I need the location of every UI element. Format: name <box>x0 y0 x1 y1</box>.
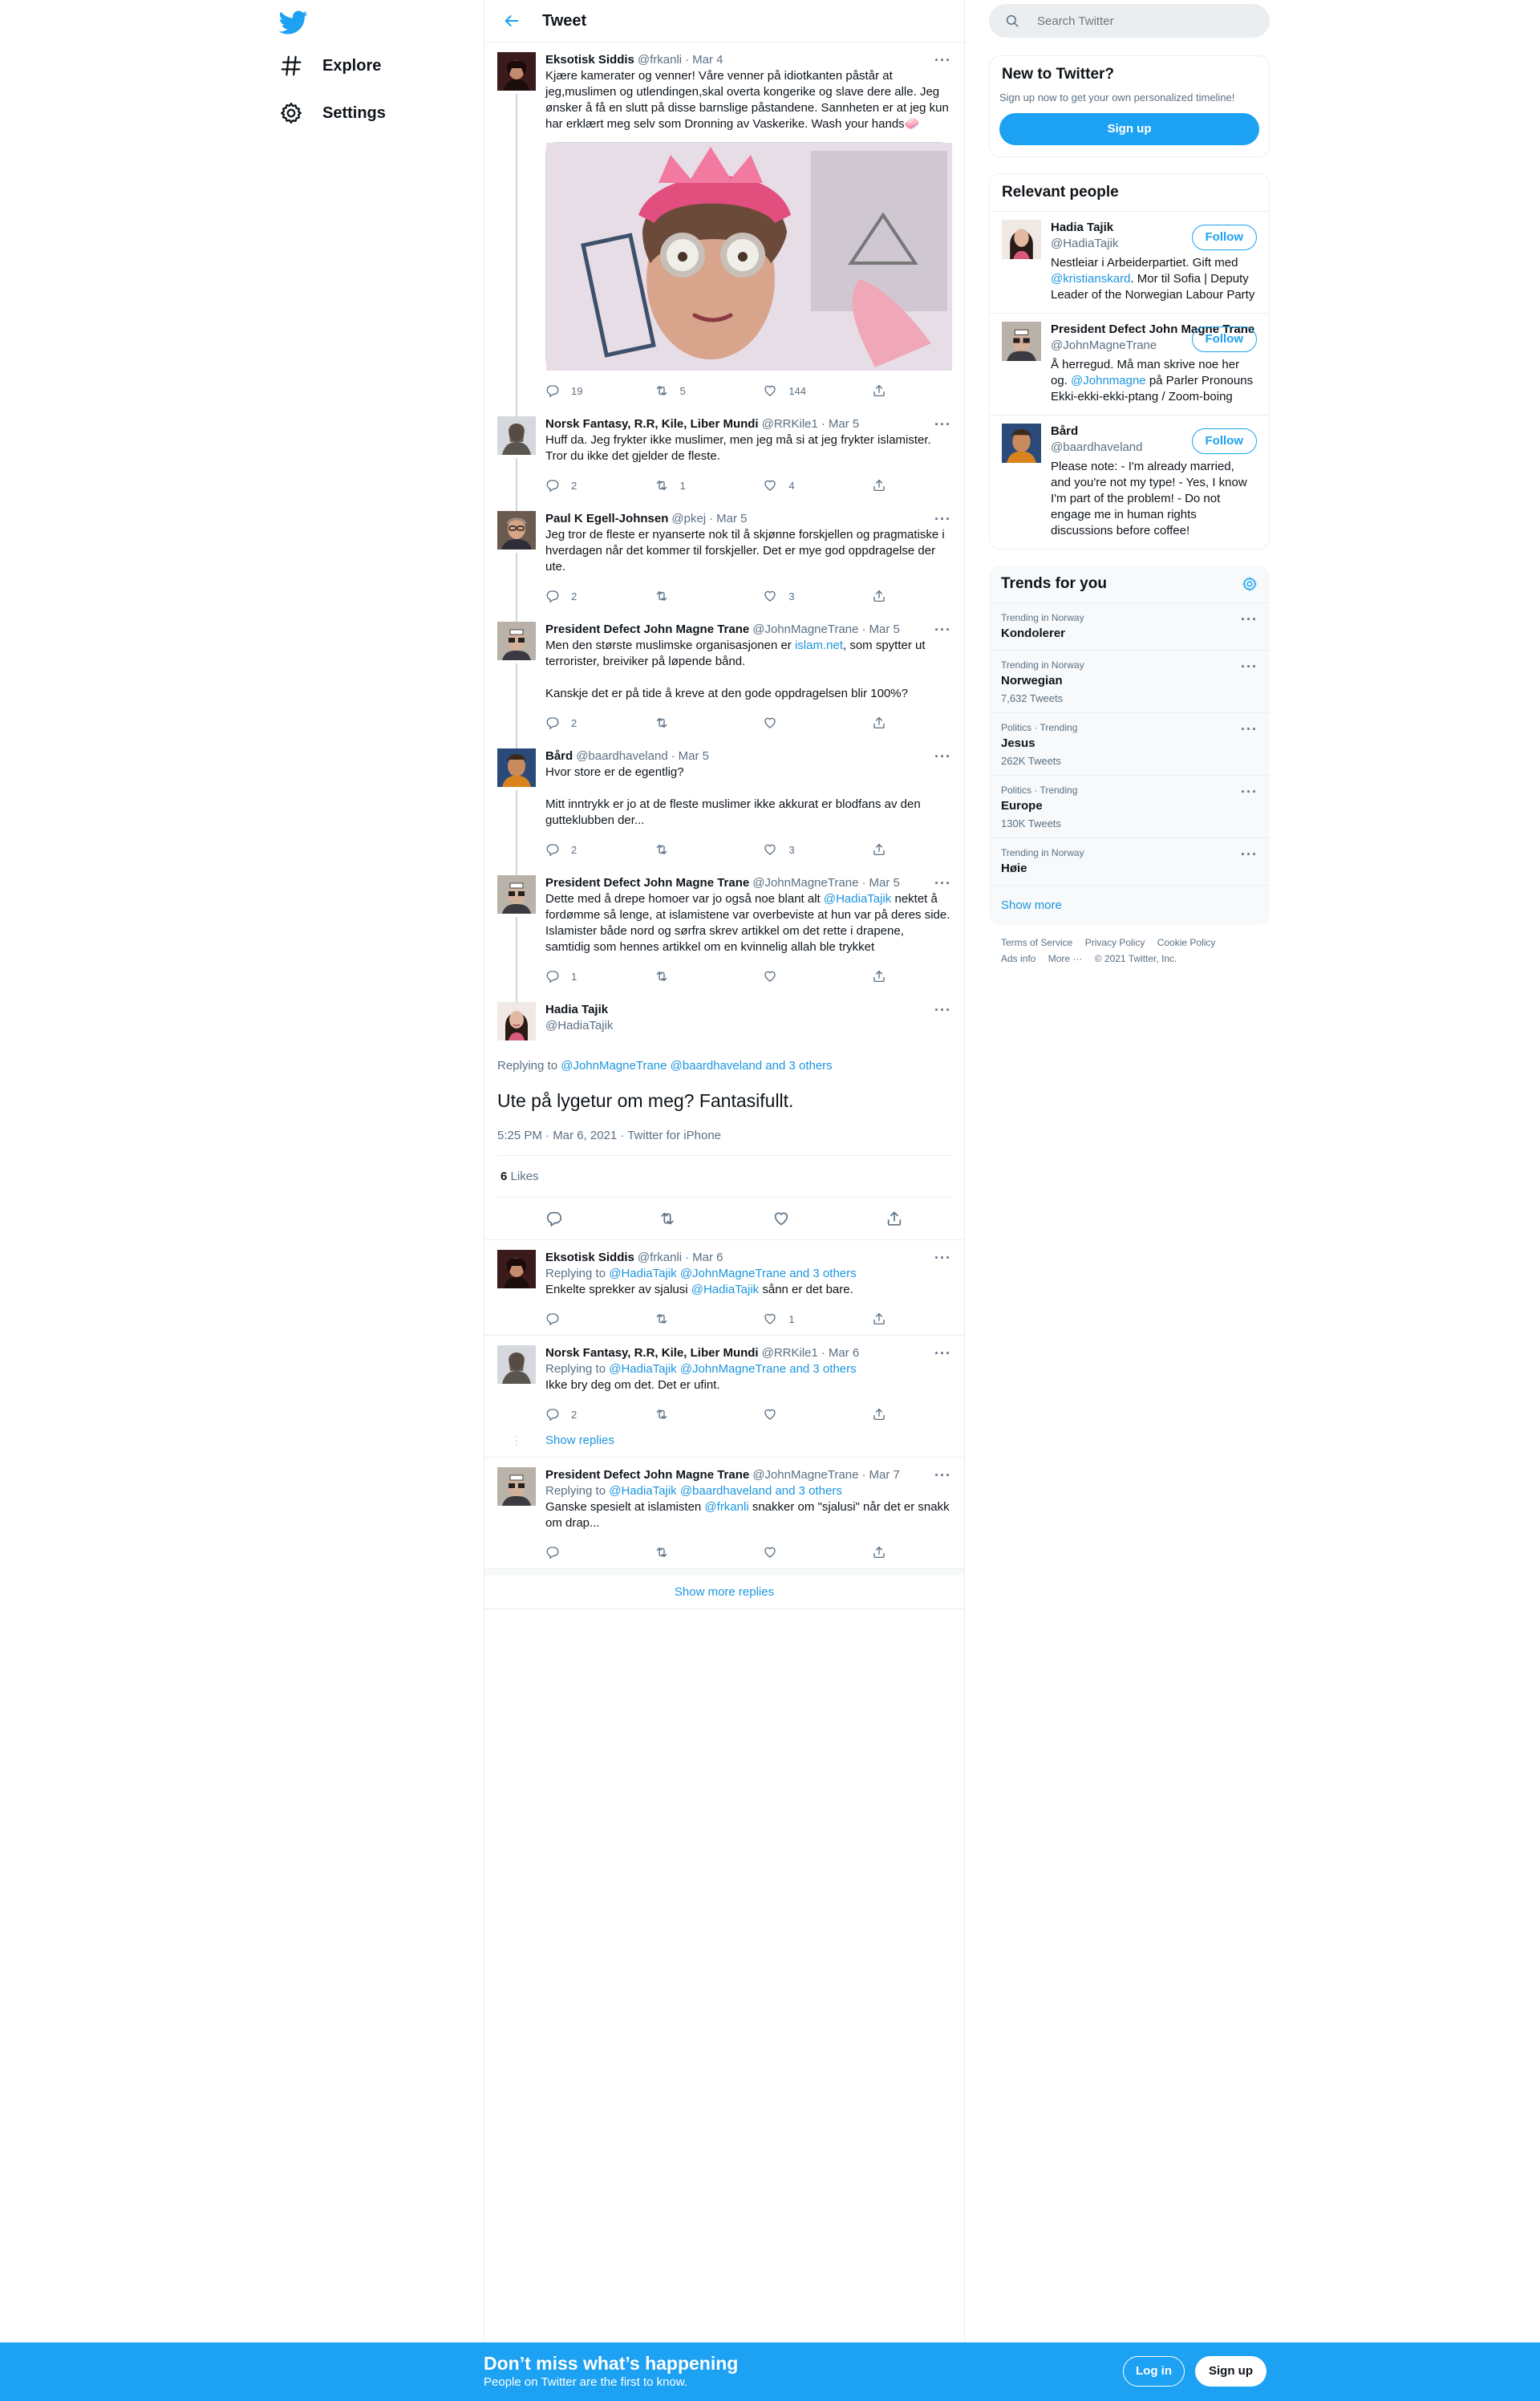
tweet-text: Men den største muslimske organisasjonen er islam.net, som spytter ut terrorister, breiviker på løpende bånd. Kanskje det er på tide å kreve at den gode oppdragelsen blir 100%? <box>545 639 926 700</box>
follow-button[interactable]: Follow <box>1192 225 1258 250</box>
reply-button[interactable]: 2 <box>545 589 618 603</box>
gear-icon <box>279 101 303 125</box>
retweet-button[interactable] <box>654 842 727 857</box>
more-options-icon[interactable]: ··· <box>1241 611 1258 627</box>
author-handle[interactable]: @RRKile1 <box>761 417 818 431</box>
new-to-twitter-card <box>989 55 1270 157</box>
twitter-bird-logo[interactable] <box>279 8 308 37</box>
avatar[interactable] <box>497 1002 536 1040</box>
footer-copyright: © 2021 Twitter, Inc. <box>1094 953 1177 964</box>
share-button[interactable] <box>872 1545 886 1559</box>
trend-item[interactable]: Trending in Norway Norwegian 7,632 Tweets ··· <box>989 651 1270 713</box>
reply-button[interactable]: 1 <box>545 969 618 984</box>
retweet-icon <box>654 1312 669 1326</box>
person-handle[interactable]: @JohnMagneTrane <box>1051 339 1157 352</box>
author-name[interactable]: Paul K Egell-Johnsen <box>545 512 669 525</box>
show-replies-link[interactable]: Show replies <box>484 1430 964 1458</box>
back-button[interactable] <box>497 6 526 35</box>
page-title: Tweet <box>542 11 587 30</box>
thread-tweet[interactable]: Eksotisk Siddis @frkanli · Mar 4 ··· Kjære kamerater og venner! Våre venner på idiotkanten påstår at jeg,muslimen og utlendingen,skal overta kongerike og slave dere alle. Jeg ønsker å få en slutt på disse barnslige påstandene. Sannheten er at jeg kun har erklært meg selv som Dronning av Vaskerike. Wash your hands🧼 19 5 144 <box>484 43 964 407</box>
retweet-button[interactable]: 5 <box>654 383 727 398</box>
heart-icon <box>763 1312 777 1326</box>
retweet-button[interactable] <box>654 589 727 603</box>
right-sidebar <box>989 0 1270 976</box>
author-handle[interactable]: @frkanli <box>637 53 683 67</box>
author-name[interactable]: President Defect John Magne Trane <box>545 876 750 890</box>
author-name[interactable]: Eksotisk Siddis <box>545 1251 634 1264</box>
footer-cookie-link[interactable]: Cookie Policy <box>1157 937 1216 948</box>
mention-link[interactable]: @frkanli <box>704 1500 749 1514</box>
reply-icon <box>545 383 560 398</box>
main-header <box>484 0 964 43</box>
avatar[interactable] <box>497 416 536 455</box>
mention-link[interactable]: @HadiaTajik <box>823 892 892 906</box>
heart-icon <box>763 1407 777 1422</box>
share-icon <box>872 478 886 493</box>
reply-button[interactable]: 2 <box>545 716 618 730</box>
avatar[interactable] <box>497 511 536 550</box>
more-options-icon[interactable]: ··· <box>934 416 951 432</box>
tweet-date[interactable]: Mar 6 <box>692 1251 723 1264</box>
heart-icon <box>763 1545 777 1559</box>
retweet-button[interactable] <box>654 1312 727 1326</box>
heart-icon <box>763 842 777 857</box>
replying-to-links[interactable]: @HadiaTajik @JohnMagneTrane and 3 others <box>609 1267 857 1280</box>
thread-tweet[interactable]: Norsk Fantasy, R.R, Kile, Liber Mundi @RRKile1 · Mar 5 ··· Huff da. Jeg frykter ikke muslimer, men jeg må si at jeg frykter islamister. Tror du ikke det gjelder de fleste. 2 1 4 <box>484 407 964 501</box>
more-options-icon[interactable]: ··· <box>1241 659 1258 675</box>
reply-button[interactable]: 2 <box>545 842 618 857</box>
share-button[interactable] <box>872 1407 886 1422</box>
thread-dots <box>497 1436 536 1446</box>
footer-ads-link[interactable]: Ads info <box>1001 953 1036 964</box>
more-options-icon[interactable]: ··· <box>934 1250 951 1266</box>
like-button[interactable] <box>763 1407 835 1422</box>
reply-icon <box>545 842 560 857</box>
reply-icon[interactable] <box>545 1210 563 1227</box>
replying-to-links[interactable]: @HadiaTajik @baardhaveland and 3 others <box>609 1484 842 1498</box>
author-name[interactable]: Hadia Tajik <box>545 1003 609 1016</box>
author-handle[interactable]: @HadiaTajik <box>545 1019 614 1032</box>
more-options-icon[interactable]: ··· <box>1241 721 1258 737</box>
tweet-date[interactable]: Mar 5 <box>869 876 900 890</box>
footer-links <box>989 925 1270 976</box>
more-options-icon[interactable]: ··· <box>934 1345 951 1361</box>
more-options-icon[interactable]: ··· <box>934 52 951 68</box>
search-input[interactable] <box>1037 14 1230 28</box>
author-name[interactable]: Bård <box>545 749 573 763</box>
person-item[interactable] <box>990 313 1269 415</box>
show-more-trends-link[interactable]: Show more <box>1001 898 1062 912</box>
more-options-icon[interactable]: ··· <box>1241 784 1258 800</box>
trends-card <box>989 566 1270 925</box>
share-icon[interactable] <box>886 1210 903 1227</box>
like-button[interactable]: 1 <box>763 1312 835 1326</box>
reply-icon <box>545 1545 560 1559</box>
author-name[interactable]: President Defect John Magne Trane <box>545 1468 750 1482</box>
more-options-icon[interactable]: ··· <box>934 622 951 638</box>
avatar[interactable] <box>1002 424 1041 463</box>
focused-tweet-text: Ute på lygetur om meg? Fantasifullt. <box>497 1090 794 1111</box>
retweet-icon <box>654 383 669 398</box>
banner-subtitle: People on Twitter are the first to know. <box>484 2375 688 2389</box>
relevant-people-title: Relevant people <box>1002 184 1119 201</box>
share-icon <box>872 589 886 603</box>
footer-more-link[interactable]: More ··· <box>1048 953 1083 964</box>
tweet-text: Enkelte sprekker av sjalusi @HadiaTajik sånn er det bare. <box>545 1283 853 1296</box>
relevant-people-card <box>989 173 1270 550</box>
heart-icon[interactable] <box>772 1210 790 1227</box>
avatar[interactable] <box>497 52 536 91</box>
reply-icon <box>545 478 560 493</box>
person-item[interactable] <box>990 415 1269 549</box>
main-column <box>484 0 965 2342</box>
share-button[interactable] <box>872 478 886 493</box>
reply-button[interactable]: 19 <box>545 383 618 398</box>
avatar[interactable] <box>1002 220 1041 259</box>
share-icon <box>872 842 886 857</box>
banner-title: Don’t miss what’s happening <box>484 2353 739 2374</box>
like-button[interactable] <box>763 969 835 984</box>
more-options-icon[interactable]: ··· <box>934 748 951 765</box>
trend-item[interactable]: Trending in Norway Kondolerer ··· <box>989 603 1270 651</box>
retweet-icon <box>654 1545 669 1559</box>
share-button[interactable] <box>872 1312 886 1326</box>
tweet-text: Ganske spesielt at islamisten @frkanli snakker om "sjalusi" når det er snakk om drap... <box>545 1500 953 1530</box>
tweet-text: Dette med å drepe homoer var jo også noe blant alt @HadiaTajik nektet å fordømme så lenge, at islamistene var overbeviste at hun var på deres side. Islamister både nord og sørfra skrev artikkel om det rette i drapene, samtidig som hennes artikkel om en kvinnelig allah ble trykket <box>545 892 954 954</box>
person-name[interactable]: Hadia Tajik <box>1051 221 1114 234</box>
sidebar-signup-button[interactable]: Sign up <box>999 113 1259 145</box>
hashtag-icon <box>279 54 303 78</box>
more-options-icon[interactable]: ··· <box>1241 846 1258 862</box>
person-name[interactable]: President Defect John Magne Trane <box>1051 322 1255 336</box>
share-button[interactable] <box>872 969 886 984</box>
avatar[interactable] <box>497 622 536 660</box>
share-button[interactable] <box>872 842 886 857</box>
like-button[interactable] <box>763 1545 835 1559</box>
share-button[interactable] <box>872 589 886 603</box>
reply-button[interactable]: 2 <box>545 478 618 493</box>
new-to-twitter-title: New to Twitter? <box>1002 66 1115 83</box>
author-handle[interactable]: @JohnMagneTrane <box>752 623 859 636</box>
share-icon <box>872 716 886 730</box>
mention-link[interactable]: @Johnmagne <box>1071 374 1146 387</box>
share-icon <box>872 1407 886 1422</box>
reply-icon <box>545 1407 560 1422</box>
trend-item[interactable]: Politics · Trending Europe 130K Tweets ··· <box>989 776 1270 838</box>
author-handle[interactable]: @RRKile1 <box>761 1346 818 1360</box>
like-button[interactable]: 4 <box>763 478 835 493</box>
signup-button[interactable]: Sign up <box>1195 2356 1266 2387</box>
gear-icon[interactable] <box>1242 576 1258 592</box>
retweet-icon <box>654 969 669 984</box>
retweet-button[interactable] <box>654 969 727 984</box>
person-name[interactable]: Bård <box>1051 424 1079 438</box>
retweet-button[interactable] <box>654 716 727 730</box>
author-handle[interactable]: @JohnMagneTrane <box>752 876 859 890</box>
new-to-twitter-subtitle: Sign up now to get your own personalized timeline! <box>999 91 1235 103</box>
author-name[interactable]: Norsk Fantasy, R.R, Kile, Liber Mundi <box>545 417 759 431</box>
search-box[interactable] <box>989 4 1270 38</box>
more-options-icon[interactable]: ··· <box>934 511 951 527</box>
retweet-icon <box>654 842 669 857</box>
tweet-date[interactable]: Mar 6 <box>828 1346 860 1360</box>
avatar[interactable] <box>497 1345 536 1384</box>
retweet-icon <box>654 478 669 493</box>
link[interactable]: islam.net <box>794 639 843 652</box>
retweet-icon[interactable] <box>659 1210 676 1227</box>
tweet-text: Kjære kamerater og venner! Våre venner på idiotkanten påstår at jeg,muslimen og utlendingen,skal overta kongerike og slave dere alle. Jeg ønsker å få en slutt på disse barnslige påstandene. Sannheten er at jeg kun har erklært meg selv som Dronning av Vaskerike. Wash your hands🧼 <box>545 69 953 131</box>
author-handle[interactable]: @pkej <box>671 512 707 525</box>
heart-icon <box>763 589 777 603</box>
replying-to-links[interactable]: @HadiaTajik @JohnMagneTrane and 3 others <box>609 1362 857 1376</box>
replying-to: Replying to @JohnMagneTrane @baardhaveland and 3 others <box>497 1059 833 1073</box>
person-item[interactable] <box>990 211 1269 313</box>
footer-privacy-link[interactable]: Privacy Policy <box>1084 937 1145 948</box>
avatar[interactable] <box>497 748 536 787</box>
share-icon <box>872 1545 886 1559</box>
author-handle[interactable]: @baardhaveland <box>576 749 668 763</box>
show-more-replies-button[interactable]: Show more replies <box>484 1569 964 1609</box>
retweet-button[interactable]: 1 <box>654 478 727 493</box>
tweet-media-image[interactable] <box>545 142 951 370</box>
retweet-button[interactable] <box>654 1545 727 1559</box>
tweet-text: Huff da. Jeg frykter ikke muslimer, men jeg må si at jeg frykter islamister. Tror du ikke det gjelder de fleste. <box>545 433 934 463</box>
replying-to: Replying to @HadiaTajik @baardhaveland and 3 others <box>545 1484 842 1498</box>
reply-icon <box>545 969 560 984</box>
more-options-icon[interactable]: ··· <box>934 1002 951 1018</box>
author-name[interactable]: Eksotisk Siddis <box>545 53 634 67</box>
mention-link[interactable]: @kristianskard <box>1051 272 1131 286</box>
avatar[interactable] <box>1002 322 1041 361</box>
nav-settings-label: Settings <box>322 103 386 122</box>
reply-tweet[interactable]: President Defect John Magne Trane @JohnMagneTrane · Mar 7 ··· Replying to @HadiaTajik @baardhaveland and 3 others Ganske spesielt at islamisten @frkanli snakker om "sjalusi" når det er snakk om drap... <box>484 1458 964 1569</box>
replying-to-links[interactable]: @JohnMagneTrane @baardhaveland and 3 others <box>561 1059 833 1073</box>
tweet-text: Hvor store er de egentlig? Mitt inntrykk er jo at de fleste muslimer ikke akkurat er blodfans av den gutteklubben der... <box>545 765 921 827</box>
reply-icon <box>545 716 560 730</box>
tweet-date[interactable]: Mar 5 <box>716 512 748 525</box>
follow-button[interactable]: Follow <box>1192 428 1258 454</box>
author-name[interactable]: Norsk Fantasy, R.R, Kile, Liber Mundi <box>545 1346 759 1360</box>
nav-explore-label: Explore <box>322 56 382 75</box>
trend-item[interactable]: Politics · Trending Jesus 262K Tweets ··· <box>989 713 1270 776</box>
author-handle[interactable]: @JohnMagneTrane <box>752 1468 859 1482</box>
avatar[interactable] <box>497 1250 536 1288</box>
avatar[interactable] <box>497 1467 536 1506</box>
nav-explore[interactable] <box>279 46 381 86</box>
retweet-icon <box>654 589 669 603</box>
tweet-date[interactable]: Mar 7 <box>869 1468 900 1482</box>
tweet-date[interactable]: Mar 5 <box>828 417 860 431</box>
tweet-timestamp[interactable]: 5:25 PM · Mar 6, 2021 · Twitter for iPhone <box>497 1129 951 1156</box>
tweet-date[interactable]: Mar 5 <box>678 749 710 763</box>
mention-link[interactable]: @HadiaTajik <box>691 1283 760 1296</box>
share-icon <box>872 1312 886 1326</box>
trends-title: Trends for you <box>1001 575 1107 592</box>
signup-banner <box>0 2342 1540 2401</box>
share-icon <box>872 383 886 398</box>
reply-icon <box>545 1312 560 1326</box>
reply-button[interactable] <box>545 1545 618 1559</box>
reply-tweet[interactable]: Norsk Fantasy, R.R, Kile, Liber Mundi @RRKile1 · Mar 6 ··· Replying to @HadiaTajik @JohnMagneTrane and 3 others Ikke bry deg om det. Det er ufint. 2 <box>484 1336 964 1430</box>
person-bio: Please note: - I'm already married, and you're not my type! - Yes, I know I'm part of the problem! - Do not engage me in human rights discussions before coffee! <box>1051 460 1247 537</box>
author-name[interactable]: President Defect John Magne Trane <box>545 623 750 636</box>
author-handle[interactable]: @frkanli <box>637 1251 683 1264</box>
like-button[interactable]: 144 <box>763 383 835 398</box>
more-options-icon[interactable]: ··· <box>934 875 951 891</box>
replying-to: Replying to @HadiaTajik @JohnMagneTrane and 3 others <box>545 1267 857 1280</box>
avatar[interactable] <box>497 875 536 914</box>
tweet-date[interactable]: Mar 5 <box>869 623 900 636</box>
heart-icon <box>763 478 777 493</box>
thread-connector <box>516 94 517 416</box>
reply-button[interactable] <box>545 1312 618 1326</box>
like-button[interactable]: 3 <box>763 842 835 857</box>
retweet-button[interactable] <box>654 1407 727 1422</box>
focused-tweet <box>484 992 964 1240</box>
trend-item[interactable]: Trending in Norway Høie ··· <box>989 838 1270 886</box>
heart-icon <box>763 716 777 730</box>
login-button[interactable]: Log in <box>1123 2356 1185 2387</box>
thread-tweet[interactable]: President Defect John Magne Trane @JohnMagneTrane · Mar 5 ··· Men den største muslimske organisasjonen er islam.net, som spytter ut terrorister, breiviker på løpende bånd. Kanskje det er på tide å kreve at den gode oppdragelsen blir 100%? 2 <box>484 612 964 739</box>
person-bio: Nestleiar i Arbeiderpartiet. Gift med @kristianskard. Mor til Sofia | Deputy Leader of the Norwegian Labour Party <box>1051 256 1255 302</box>
like-button[interactable] <box>763 716 835 730</box>
retweet-icon <box>654 1407 669 1422</box>
heart-icon <box>763 383 777 398</box>
retweet-icon <box>654 716 669 730</box>
tweet-text: Jeg tror de fleste er nyanserte nok til å skjønne forskjellen og pragmatiske i hverdagen når det kommer til forskjeller. Det er mye god oppdragelse der ute. <box>545 528 948 574</box>
footer-terms-link[interactable]: Terms of Service <box>1001 937 1073 948</box>
reply-button[interactable]: 2 <box>545 1407 618 1422</box>
thread-tweet[interactable]: Paul K Egell-Johnsen @pkej · Mar 5 ··· Jeg tror de fleste er nyanserte nok til å skjønne forskjellen og pragmatiske i hverdagen når det kommer til forskjeller. Det er mye god oppdragelse der ute. 2 3 <box>484 501 964 612</box>
share-button[interactable] <box>872 383 886 398</box>
share-icon <box>872 969 886 984</box>
follow-button[interactable]: Follow <box>1192 326 1258 352</box>
likes-count[interactable]: 6 Likes <box>497 1156 951 1198</box>
search-icon <box>1005 14 1019 28</box>
thread-tweet[interactable]: President Defect John Magne Trane @JohnMagneTrane · Mar 5 ··· Dette med å drepe homoer var jo også noe blant alt @HadiaTajik nektet å fordømme så lenge, at islamistene var overbeviste at hun var på deres side. Islamister både nord og sørfra skrev artikkel om det rette i drapene, samtidig som hennes artikkel om en kvinnelig allah ble trykket 1 <box>484 866 964 992</box>
replying-to: Replying to @HadiaTajik @JohnMagneTrane and 3 others <box>545 1362 857 1376</box>
reply-tweet[interactable]: Eksotisk Siddis @frkanli · Mar 6 ··· Replying to @HadiaTajik @JohnMagneTrane and 3 others Enkelte sprekker av sjalusi @HadiaTajik sånn er det bare. 1 <box>484 1240 964 1336</box>
person-handle[interactable]: @baardhaveland <box>1051 440 1143 454</box>
thread-tweet[interactable]: Bård @baardhaveland · Mar 5 ··· Hvor store er de egentlig? Mitt inntrykk er jo at de fleste muslimer ikke akkurat er blodfans av den gutteklubben der... 2 3 <box>484 739 964 866</box>
back-arrow-icon <box>503 12 521 30</box>
tweet-text: Ikke bry deg om det. Det er ufint. <box>545 1378 720 1392</box>
more-options-icon[interactable]: ··· <box>934 1467 951 1483</box>
person-bio: Å herregud. Må man skrive noe her og. @Johnmagne på Parler Pronouns Ekki-ekki-ekki-ptang / Zoom-boing <box>1051 358 1254 404</box>
heart-icon <box>763 969 777 984</box>
person-handle[interactable]: @HadiaTajik <box>1051 237 1119 250</box>
nav-settings[interactable] <box>279 93 386 133</box>
tweet-date[interactable]: Mar 4 <box>692 53 723 67</box>
reply-icon <box>545 589 560 603</box>
share-button[interactable] <box>872 716 886 730</box>
like-button[interactable]: 3 <box>763 589 835 603</box>
